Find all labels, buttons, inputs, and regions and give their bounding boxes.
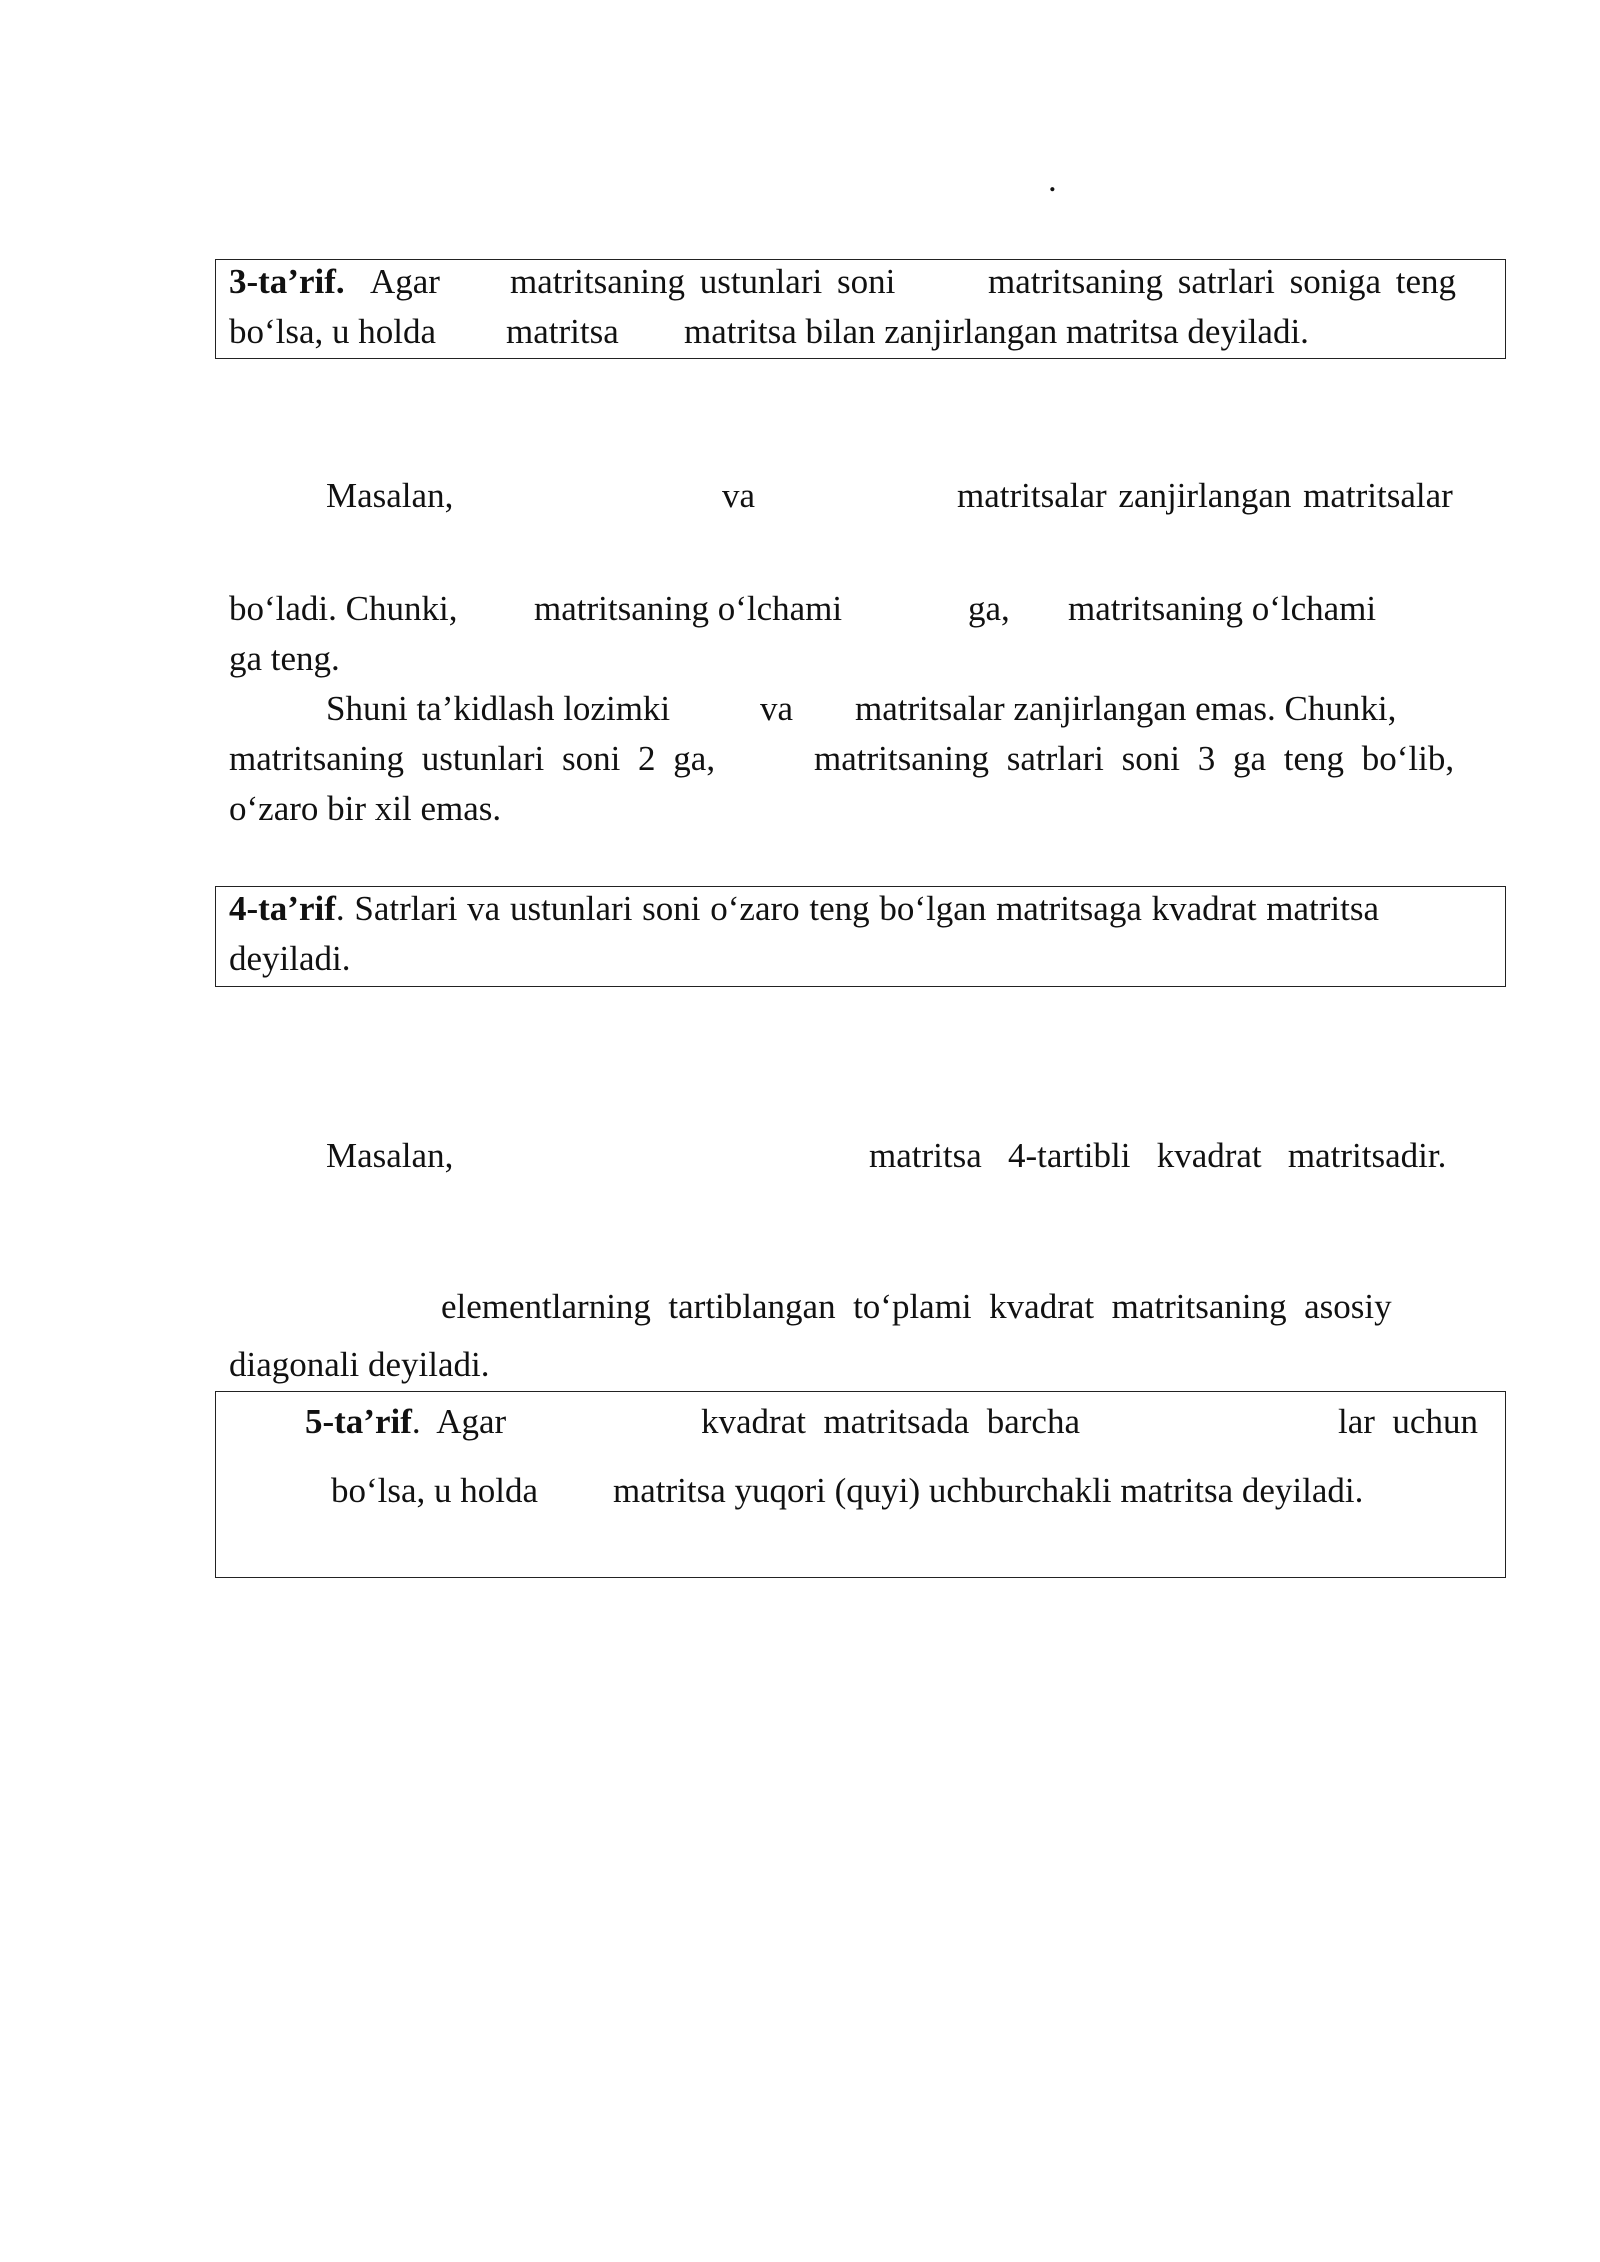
example-1-line3: ga teng. [229, 639, 340, 678]
definition-5-line1-b: kvadrat matritsada barcha [701, 1402, 1080, 1441]
definition-5-line1-c: lar uchun [1338, 1402, 1478, 1441]
definition-4-label: 4-ta’rif [229, 889, 336, 928]
diagonal-line1: elementlarning tartiblangan to‘plami kvadrat matritsaning asosiy [441, 1287, 1392, 1326]
example-1-masalan: Masalan, [326, 476, 454, 515]
example-1-va: va [722, 476, 756, 515]
note-line1-a: Shuni ta’kidlash lozimki [326, 689, 671, 728]
example-1-line2-c: ga, [968, 589, 1010, 628]
definition-3-line2-b: matritsa [506, 312, 619, 351]
definition-4-text: . Satrlari va ustunlari soni o‘zaro teng bo‘lgan matritsaga kvadrat matritsa [335, 889, 1380, 928]
example-1-line2-a: bo‘ladi. Chunki, [229, 589, 458, 628]
example-2-masalan: Masalan, [326, 1136, 454, 1175]
definition-3-line1-b: matritsaning ustunlari soni [510, 262, 896, 301]
definition-3-line1-c: matritsaning satrlari soniga teng [988, 262, 1457, 301]
definition-5-line2-a: bo‘lsa, u holda [331, 1471, 539, 1510]
diagonal-line2: diagonali deyiladi. [229, 1345, 490, 1384]
stray-dot: . [1048, 160, 1057, 199]
example-1-line2-d: matritsaning o‘lchami [1068, 589, 1377, 628]
note-line1-b: va [760, 689, 794, 728]
definition-3-line2-a: bo‘lsa, u holda [229, 312, 437, 351]
note-line2-a: matritsaning ustunlari soni 2 ga, [229, 739, 716, 778]
definition-5-line1-a: 5-ta’rif. Agar [305, 1402, 507, 1441]
definition-4-line1 [229, 889, 1379, 929]
definition-3-line1-a: Agar [370, 262, 440, 301]
definition-4-line2: deyiladi. [229, 939, 351, 978]
definition-5-line2-b: matritsa yuqori (quyi) uchburchakli matritsa deyiladi. [613, 1471, 1364, 1510]
note-line2-b: matritsaning satrlari soni 3 ga teng bo‘lib, [814, 739, 1455, 778]
definition-3-label: 3-ta’rif. [229, 262, 345, 301]
example-2-text: matritsa 4-tartibli kvadrat matritsadir. [869, 1136, 1447, 1175]
note-line3: o‘zaro bir xil emas. [229, 789, 502, 828]
definition-5-label: 5-ta’rif [305, 1402, 412, 1441]
example-1-line1-end: matritsalar zanjirlangan matritsalar [957, 476, 1453, 515]
note-line1-c: matritsalar zanjirlangan emas. Chunki, [855, 689, 1397, 728]
example-1-line2-b: matritsaning o‘lchami [534, 589, 843, 628]
definition-3-line2-c: matritsa bilan zanjirlangan matritsa deyiladi. [684, 312, 1309, 351]
